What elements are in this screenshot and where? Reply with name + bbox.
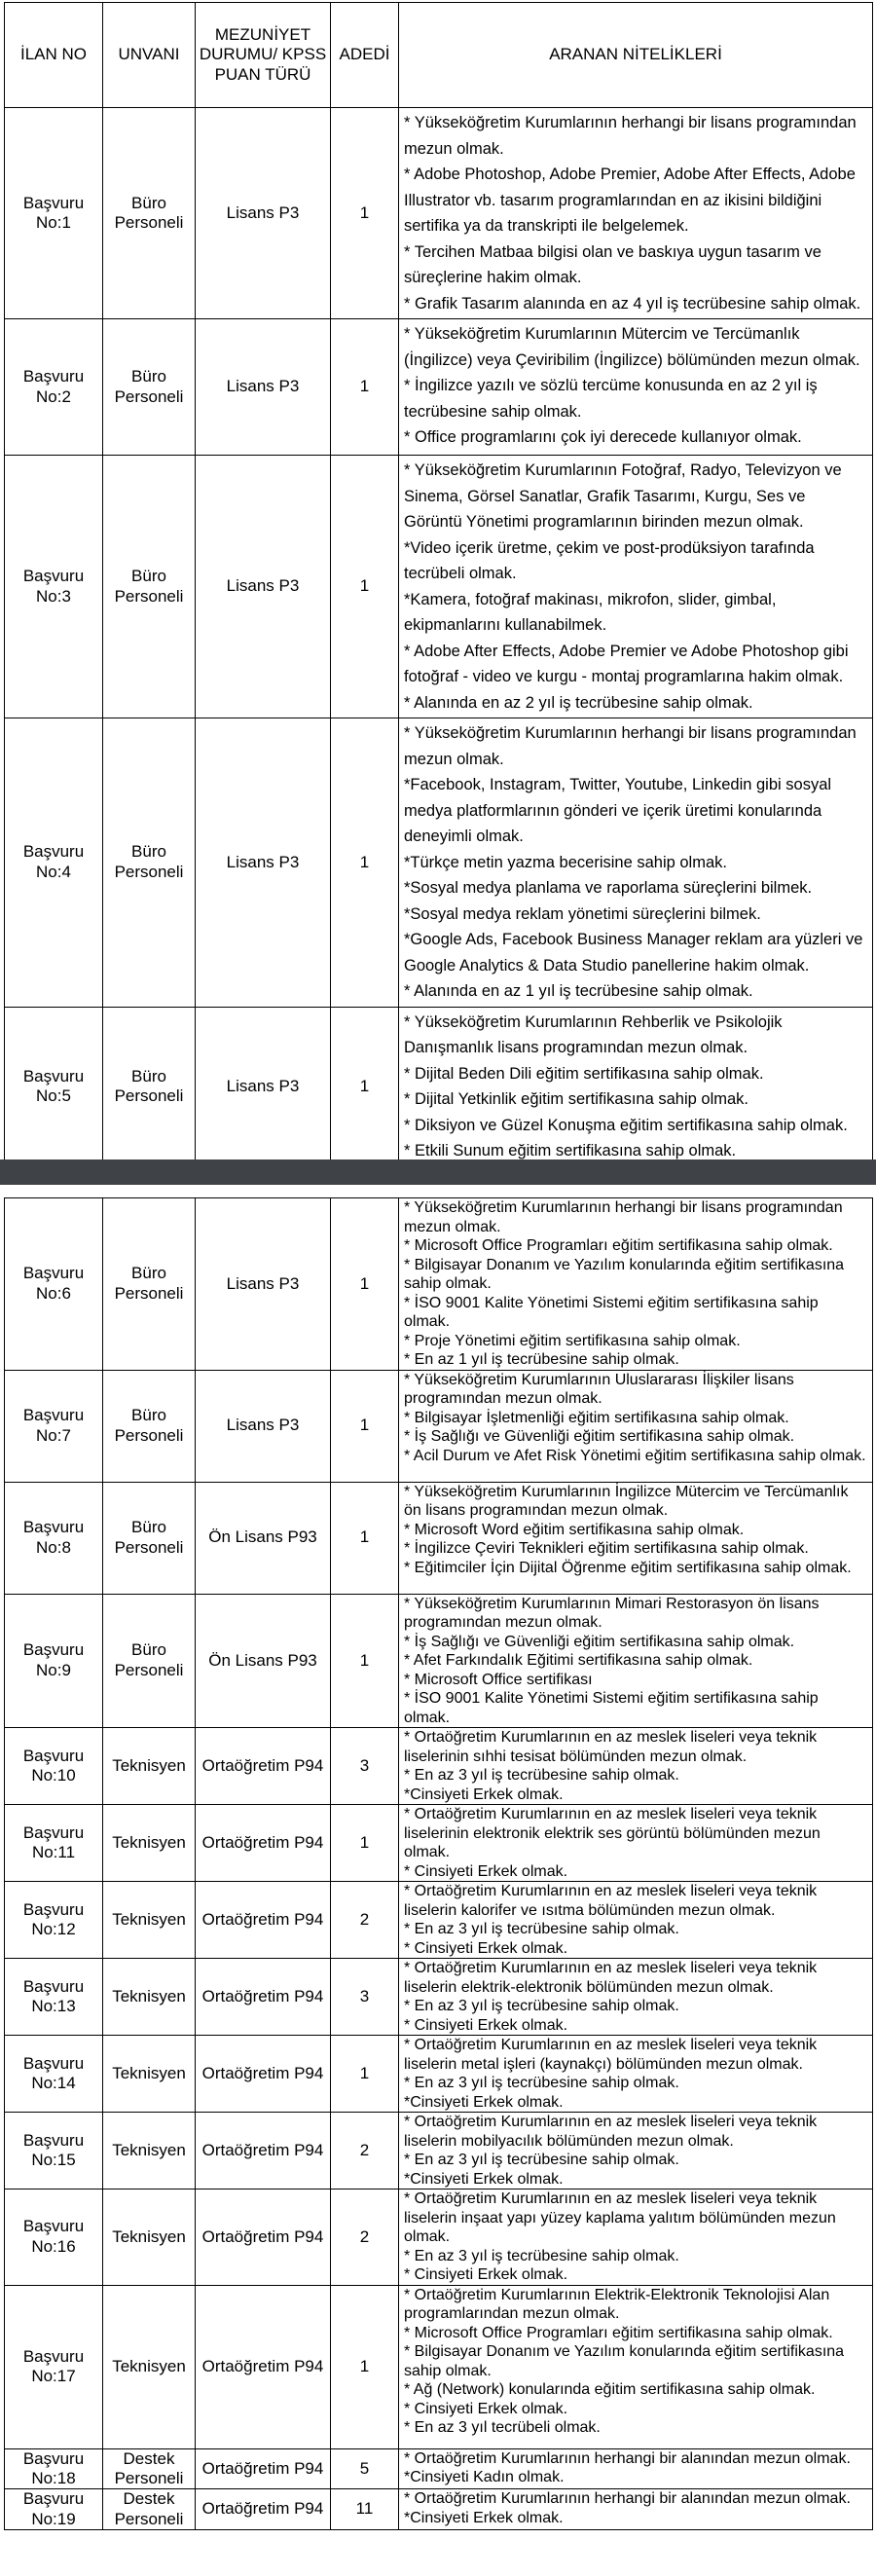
nitelikler-cell (399, 718, 873, 1008)
unvan-cell: Büro Personeli (103, 1370, 196, 1482)
mezuniyet-cell: Ortaöğretim P94 (196, 1882, 331, 1959)
table-row (5, 1482, 873, 1594)
nitelik-item: * Office programlarını çok iyi derecede kullanıyor olmak. (404, 428, 802, 446)
unvan-cell: Teknisyen (103, 2113, 196, 2190)
nitelik-item: * Ortaöğretim Kurumlarının herhangi bir alanından mezun olmak. (404, 2449, 851, 2467)
nitelikler-cell (399, 2036, 873, 2113)
mezuniyet-cell: Ön Lisans P93 (196, 1594, 331, 1728)
nitelikler-cell (399, 1882, 873, 1959)
nitelik-item: *Video içerik üretme, çekim ve post-prodüksiyon tarafında tecrübeli olmak. (404, 538, 815, 582)
mezuniyet-cell: Ortaöğretim P94 (196, 1728, 331, 1805)
nitelik-item: *Cinsiyeti Erkek olmak. (404, 2170, 564, 2188)
ilan-no-cell: Başvuru No:9 (5, 1594, 103, 1728)
mezuniyet-cell: Lisans P3 (196, 108, 331, 319)
nitelikler-cell (399, 456, 873, 718)
mezuniyet-cell: Ortaöğretim P94 (196, 2036, 331, 2113)
nitelik-item: *Google Ads, Facebook Business Manager reklam ara yüzleri ve Google Analytics & Data Studio panellerine hakim olmak. (404, 931, 863, 975)
nitelik-item: * Yükseköğretim Kurumlarının Mimari Restorasyon ön lisans programından mezun olmak. (404, 1595, 820, 1631)
adet-cell: 5 (331, 2448, 399, 2489)
table-row (5, 1007, 873, 1166)
nitelik-item: * Bilgisayar Donanım ve Yazılım konularında eğitim sertifikasına sahip olmak. (404, 1256, 845, 1292)
nitelikler-cell (399, 1370, 873, 1482)
nitelik-item: *Cinsiyeti Erkek olmak. (404, 2093, 564, 2111)
ilan-no-cell: Başvuru No:15 (5, 2113, 103, 2190)
header-ilan-no: İLAN NO (5, 3, 103, 108)
nitelik-item: * Yükseköğretim Kurumlarının Fotoğraf, Radyo, Televizyon ve Sinema, Görsel Sanatlar, Grafik Tasarımı, Kurgu, Ses ve Görüntü Yönetimi programlarının birinden mezun olmak. (404, 461, 842, 531)
unvan-cell: Teknisyen (103, 2036, 196, 2113)
nitelikler-cell (399, 2448, 873, 2489)
nitelik-item: * En az 3 yıl iş tecrübesine sahip olmak. (404, 2247, 679, 2264)
nitelikler-cell (399, 1482, 873, 1594)
ilan-no-cell: Başvuru No:14 (5, 2036, 103, 2113)
nitelik-item: * Afet Farkındalık Eğitimi sertifikasına sahip olmak. (404, 1652, 753, 1669)
nitelik-item: * Cinsiyeti Erkek olmak. (404, 1862, 568, 1880)
nitelik-item: * En az 1 yıl iş tecrübesine sahip olmak. (404, 1351, 679, 1368)
table-row (5, 319, 873, 456)
nitelik-item: * Ortaöğretim Kurumlarının en az meslek liseleri veya teknik liselerin metal işleri (kaynakçı) bölümünden mezun olmak. (404, 2037, 818, 2073)
adet-cell: 1 (331, 456, 399, 718)
nitelik-item: * En az 3 yıl iş tecrübesine sahip olmak. (404, 2075, 679, 2091)
mezuniyet-cell: Ortaöğretim P94 (196, 2448, 331, 2489)
mezuniyet-cell: Ortaöğretim P94 (196, 2190, 331, 2286)
table-row (5, 1370, 873, 1482)
nitelik-item: * Ortaöğretim Kurumlarının herhangi bir alanından mezun olmak. (404, 2490, 851, 2508)
nitelik-item: * Grafik Tasarım alanında en az 4 yıl iş tecrübesine sahip olmak. (404, 294, 861, 313)
mezuniyet-cell: Ön Lisans P93 (196, 1482, 331, 1594)
table-row (5, 2113, 873, 2190)
nitelik-item: * Ortaöğretim Kurumlarının en az meslek liseleri veya teknik liselerin elektrik-elektronik bölümünden mezun olmak. (404, 1960, 818, 1996)
mezuniyet-cell: Lisans P3 (196, 1007, 331, 1166)
unvan-cell: Büro Personeli (103, 1198, 196, 1371)
nitelik-item: * İSO 9001 Kalite Yönetimi Sistemi eğitim sertifikasına sahip olmak. (404, 1690, 819, 1726)
table-row (5, 1959, 873, 2036)
nitelik-item: * En az 3 yıl iş tecrübesine sahip olmak. (404, 1998, 679, 2014)
adet-cell: 1 (331, 1198, 399, 1371)
unvan-cell: Teknisyen (103, 2190, 196, 2286)
nitelik-item: * Yükseköğretim Kurumlarının herhangi bir lisans programından mezun olmak. (404, 724, 857, 768)
ilan-no-cell: Başvuru No:3 (5, 456, 103, 718)
nitelik-item: * En az 3 yıl iş tecrübesine sahip olmak. (404, 1767, 679, 1784)
nitelikler-cell (399, 108, 873, 319)
table-row (5, 2489, 873, 2530)
adet-cell: 11 (331, 2489, 399, 2530)
nitelik-item: * Ağ (Network) konularında eğitim sertifikasına sahip olmak. (404, 2381, 816, 2398)
ilan-no-cell: Başvuru No:16 (5, 2190, 103, 2286)
unvan-cell: Teknisyen (103, 1959, 196, 2036)
table-row (5, 1805, 873, 1882)
nitelik-item: * Cinsiyeti Erkek olmak. (404, 1939, 568, 1957)
nitelik-item: *Sosyal medya reklam yönetimi süreçlerini bilmek. (404, 904, 761, 923)
ilan-no-cell: Başvuru No:13 (5, 1959, 103, 2036)
adet-cell: 1 (331, 2285, 399, 2448)
ilan-no-cell: Başvuru No:18 (5, 2448, 103, 2489)
nitelikler-cell (399, 319, 873, 456)
ilan-no-cell: Başvuru No:4 (5, 718, 103, 1008)
adet-cell: 2 (331, 2190, 399, 2286)
nitelik-item: *Cinsiyeti Kadın olmak. (404, 2469, 565, 2485)
nitelik-item: * Eğitimciler İçin Dijital Öğrenme eğitim sertifikasına sahip olmak. (404, 1559, 852, 1576)
ilan-no-cell: Başvuru No:17 (5, 2285, 103, 2448)
unvan-cell: Teknisyen (103, 1728, 196, 1805)
nitelik-item: * Yükseköğretim Kurumlarının Mütercim ve Tercümanlık (İngilizce) veya Çeviribilim (İngilizce) bölümünden mezun olmak. (404, 325, 860, 369)
ilan-no-cell: Başvuru No:7 (5, 1370, 103, 1482)
nitelik-item: * Ortaöğretim Kurumlarının Elektrik-Elektronik Teknolojisi Alan programlarından mezun olmak. (404, 2286, 830, 2322)
nitelikler-cell (399, 1198, 873, 1371)
table-row (5, 108, 873, 319)
nitelikler-cell (399, 2190, 873, 2286)
nitelik-item: * Bilgisayar İşletmenliği eğitim sertifikasına sahip olmak. (404, 1409, 789, 1426)
mezuniyet-cell: Ortaöğretim P94 (196, 2285, 331, 2448)
nitelik-item: * Microsoft Office sertifikası (404, 1671, 593, 1688)
ilan-no-cell: Başvuru No:5 (5, 1007, 103, 1166)
unvan-cell: Teknisyen (103, 1805, 196, 1882)
nitelik-item: * İngilizce yazılı ve sözlü tercüme konusunda en az 2 yıl iş tecrübesine sahip olmak. (404, 377, 818, 421)
unvan-cell: Destek Personeli (103, 2448, 196, 2489)
mezuniyet-cell: Ortaöğretim P94 (196, 1805, 331, 1882)
nitelik-item: *Facebook, Instagram, Twitter, Youtube, Linkedin gibi sosyal medya platformlarının gönderi ve içerik üretimi konularında deneyimli olmak. (404, 776, 832, 845)
unvan-cell: Teknisyen (103, 2285, 196, 2448)
nitelikler-cell (399, 1959, 873, 2036)
table-row (5, 2036, 873, 2113)
adet-cell: 3 (331, 1728, 399, 1805)
nitelik-item: * En az 3 yıl iş tecrübesine sahip olmak. (404, 1921, 679, 1937)
nitelik-item: * Alanında en az 1 yıl iş tecrübesine sahip olmak. (404, 982, 753, 1000)
nitelik-item: * Ortaöğretim Kurumlarının en az meslek liseleri veya teknik liselerinin sıhhi tesisat bölümünden mezun olmak. (404, 1729, 818, 1765)
table-header-row (5, 3, 873, 108)
nitelik-item: * Diksiyon ve Güzel Konuşma eğitim sertifikasına sahip olmak. (404, 1116, 848, 1134)
nitelik-item: * Dijital Yetkinlik eğitim sertifikasına sahip olmak. (404, 1090, 748, 1108)
nitelik-item: * Adobe Photoshop, Adobe Premier, Adobe After Effects, Adobe Illustrator vb. tasarım programlarından en az ikisini bildiğini sertifika ya da transkripti ile belgelemek. (404, 166, 856, 235)
mezuniyet-cell: Lisans P3 (196, 319, 331, 456)
nitelik-item: * Yükseköğretim Kurumlarının herhangi bir lisans programından mezun olmak. (404, 114, 857, 158)
mezuniyet-cell: Ortaöğretim P94 (196, 1959, 331, 2036)
table-row (5, 2285, 873, 2448)
unvan-cell: Büro Personeli (103, 1007, 196, 1166)
nitelikler-cell (399, 1594, 873, 1728)
adet-cell: 2 (331, 2113, 399, 2190)
adet-cell: 2 (331, 1882, 399, 1959)
ilan-no-cell: Başvuru No:10 (5, 1728, 103, 1805)
nitelik-item: * İngilizce Çeviri Teknikleri eğitim sertifikasına sahip olmak. (404, 1540, 809, 1557)
table-row (5, 1728, 873, 1805)
ilan-no-cell: Başvuru No:2 (5, 319, 103, 456)
nitelik-item: * Ortaöğretim Kurumlarının en az meslek liseleri veya teknik liselerin kalorifer ve ısıtma bölümünden mezun olmak. (404, 1883, 818, 1919)
mezuniyet-cell: Lisans P3 (196, 1198, 331, 1371)
unvan-cell: Teknisyen (103, 1882, 196, 1959)
unvan-cell: Büro Personeli (103, 456, 196, 718)
nitelik-item: * Bilgisayar Donanım ve Yazılım konularında eğitim sertifikasına sahip olmak. (404, 2343, 845, 2379)
nitelik-item: *Sosyal medya planlama ve raporlama süreçlerini bilmek. (404, 879, 813, 897)
mezuniyet-cell: Lisans P3 (196, 718, 331, 1008)
unvan-cell: Büro Personeli (103, 718, 196, 1008)
nitelik-item: * Microsoft Office Programları eğitim sertifikasına sahip olmak. (404, 1237, 833, 1254)
header-nitelikler: ARANAN NİTELİKLERİ (399, 3, 873, 108)
mezuniyet-cell: Ortaöğretim P94 (196, 2489, 331, 2530)
adet-cell: 1 (331, 1370, 399, 1482)
nitelik-item: * Tercihen Matbaa bilgisi olan ve baskıya uygun tasarım ve süreçlerine hakim olmak. (404, 242, 821, 286)
unvan-cell: Büro Personeli (103, 1594, 196, 1728)
table-row (5, 1882, 873, 1959)
nitelik-item: * Cinsiyeti Erkek olmak. (404, 2400, 568, 2417)
nitelik-item: * İş Sağlığı ve Güvenliği eğitim sertifikasına sahip olmak. (404, 1428, 795, 1445)
adet-cell: 1 (331, 1805, 399, 1882)
adet-cell: 1 (331, 1594, 399, 1728)
nitelik-item: * İş Sağlığı ve Güvenliği eğitim sertifikasına sahip olmak. (404, 1633, 795, 1650)
nitelik-item: * Acil Durum ve Afet Risk Yönetimi eğitim sertifikasına sahip olmak. (404, 1447, 866, 1464)
nitelik-item: * Yükseköğretim Kurumlarının herhangi bir lisans programından mezun olmak. (404, 1199, 843, 1235)
adet-cell: 1 (331, 1007, 399, 1166)
nitelik-item: * En az 3 yıl tecrübeli olmak. (404, 2419, 601, 2436)
nitelik-item: * Yükseköğretim Kurumlarının Uluslararası İlişkiler lisans programından mezun olmak. (404, 1371, 794, 1407)
ilan-table-part-1 (4, 2, 873, 1167)
nitelik-item: * Proje Yönetimi eğitim sertifikasına sahip olmak. (404, 1332, 741, 1349)
ilan-no-cell: Başvuru No:11 (5, 1805, 103, 1882)
ilan-no-cell: Başvuru No:6 (5, 1198, 103, 1371)
ilan-table-part-2 (4, 1197, 873, 2530)
unvan-cell: Büro Personeli (103, 319, 196, 456)
unvan-cell: Büro Personeli (103, 1482, 196, 1594)
ilan-no-cell: Başvuru No:12 (5, 1882, 103, 1959)
adet-cell: 1 (331, 319, 399, 456)
nitelik-item: * Ortaöğretim Kurumlarının en az meslek liseleri veya teknik liselerinin elektronik elektrik ses görüntü bölümünden mezun olmak. (404, 1806, 821, 1860)
adet-cell: 1 (331, 2036, 399, 2113)
nitelikler-cell (399, 1728, 873, 1805)
nitelik-item: * Yükseköğretim Kurumlarının İngilizce Mütercim ve Tercümanlık ön lisans programından mezun olmak. (404, 1483, 849, 1519)
mezuniyet-cell: Ortaöğretim P94 (196, 2113, 331, 2190)
nitelikler-cell (399, 2285, 873, 2448)
nitelikler-cell (399, 2489, 873, 2530)
mezuniyet-cell: Lisans P3 (196, 1370, 331, 1482)
mezuniyet-cell: Lisans P3 (196, 456, 331, 718)
nitelik-item: * Alanında en az 2 yıl iş tecrübesine sahip olmak. (404, 693, 753, 712)
nitelik-item: * Yükseköğretim Kurumlarının Rehberlik ve Psikolojik Danışmanlık lisans programından mezun olmak. (404, 1012, 783, 1056)
nitelik-item: *Cinsiyeti Erkek olmak. (404, 2509, 564, 2526)
nitelik-item: * Cinsiyeti Erkek olmak. (404, 2266, 568, 2283)
nitelik-item: * Adobe After Effects, Adobe Premier ve Adobe Photoshop gibi fotoğraf - video ve kurgu - montaj programlarına hakim olmak. (404, 642, 849, 685)
table-row (5, 2448, 873, 2489)
nitelikler-cell (399, 1805, 873, 1882)
table-row (5, 718, 873, 1008)
nitelikler-cell (399, 1007, 873, 1166)
header-adedi: ADEDİ (331, 3, 399, 108)
nitelik-item: * En az 3 yıl iş tecrübesine sahip olmak. (404, 2152, 679, 2168)
table-row (5, 1594, 873, 1728)
nitelik-item: * Microsoft Word eğitim sertifikasına sahip olmak. (404, 1521, 745, 1538)
nitelik-item: * Dijital Beden Dili eğitim sertifikasına sahip olmak. (404, 1064, 764, 1083)
nitelik-item: * Ortaöğretim Kurumlarının en az meslek liseleri veya teknik liselerin mobilyacılık bölümünden mezun olmak. (404, 2114, 818, 2150)
header-mezuniyet: MEZUNİYET DURUMU/ KPSS PUAN TÜRÜ (196, 3, 331, 108)
ilan-no-cell: Başvuru No:8 (5, 1482, 103, 1594)
page-break-divider (0, 1159, 876, 1185)
nitelik-item: *Türkçe metin yazma becerisine sahip olmak. (404, 853, 727, 871)
table-row (5, 2190, 873, 2286)
nitelik-item: * Ortaöğretim Kurumlarının en az meslek liseleri veya teknik liselerin inşaat yapı yüzey kaplama yalıtım bölümünden mezun olmak. (404, 2190, 836, 2245)
ilan-no-cell: Başvuru No:19 (5, 2489, 103, 2530)
adet-cell: 3 (331, 1959, 399, 2036)
unvan-cell: Destek Personeli (103, 2489, 196, 2530)
table-row (5, 1198, 873, 1371)
nitelik-item: * Etkili Sunum eğitim sertifikasına sahip olmak. (404, 1142, 737, 1159)
nitelik-item: * İSO 9001 Kalite Yönetimi Sistemi eğitim sertifikasına sahip olmak. (404, 1294, 819, 1330)
adet-cell: 1 (331, 1482, 399, 1594)
nitelikler-cell (399, 2113, 873, 2190)
ilan-no-cell: Başvuru No:1 (5, 108, 103, 319)
adet-cell: 1 (331, 108, 399, 319)
nitelik-item: * Cinsiyeti Erkek olmak. (404, 2016, 568, 2034)
nitelik-item: *Cinsiyeti Erkek olmak. (404, 1785, 564, 1803)
nitelik-item: * Microsoft Office Programları eğitim sertifikasına sahip olmak. (404, 2324, 833, 2341)
nitelik-item: *Kamera, fotoğraf makinası, mikrofon, slider, gimbal, ekipmanlarını kullanabilmek. (404, 590, 777, 634)
table-row (5, 456, 873, 718)
adet-cell: 1 (331, 718, 399, 1008)
header-unvani: UNVANI (103, 3, 196, 108)
unvan-cell: Büro Personeli (103, 108, 196, 319)
